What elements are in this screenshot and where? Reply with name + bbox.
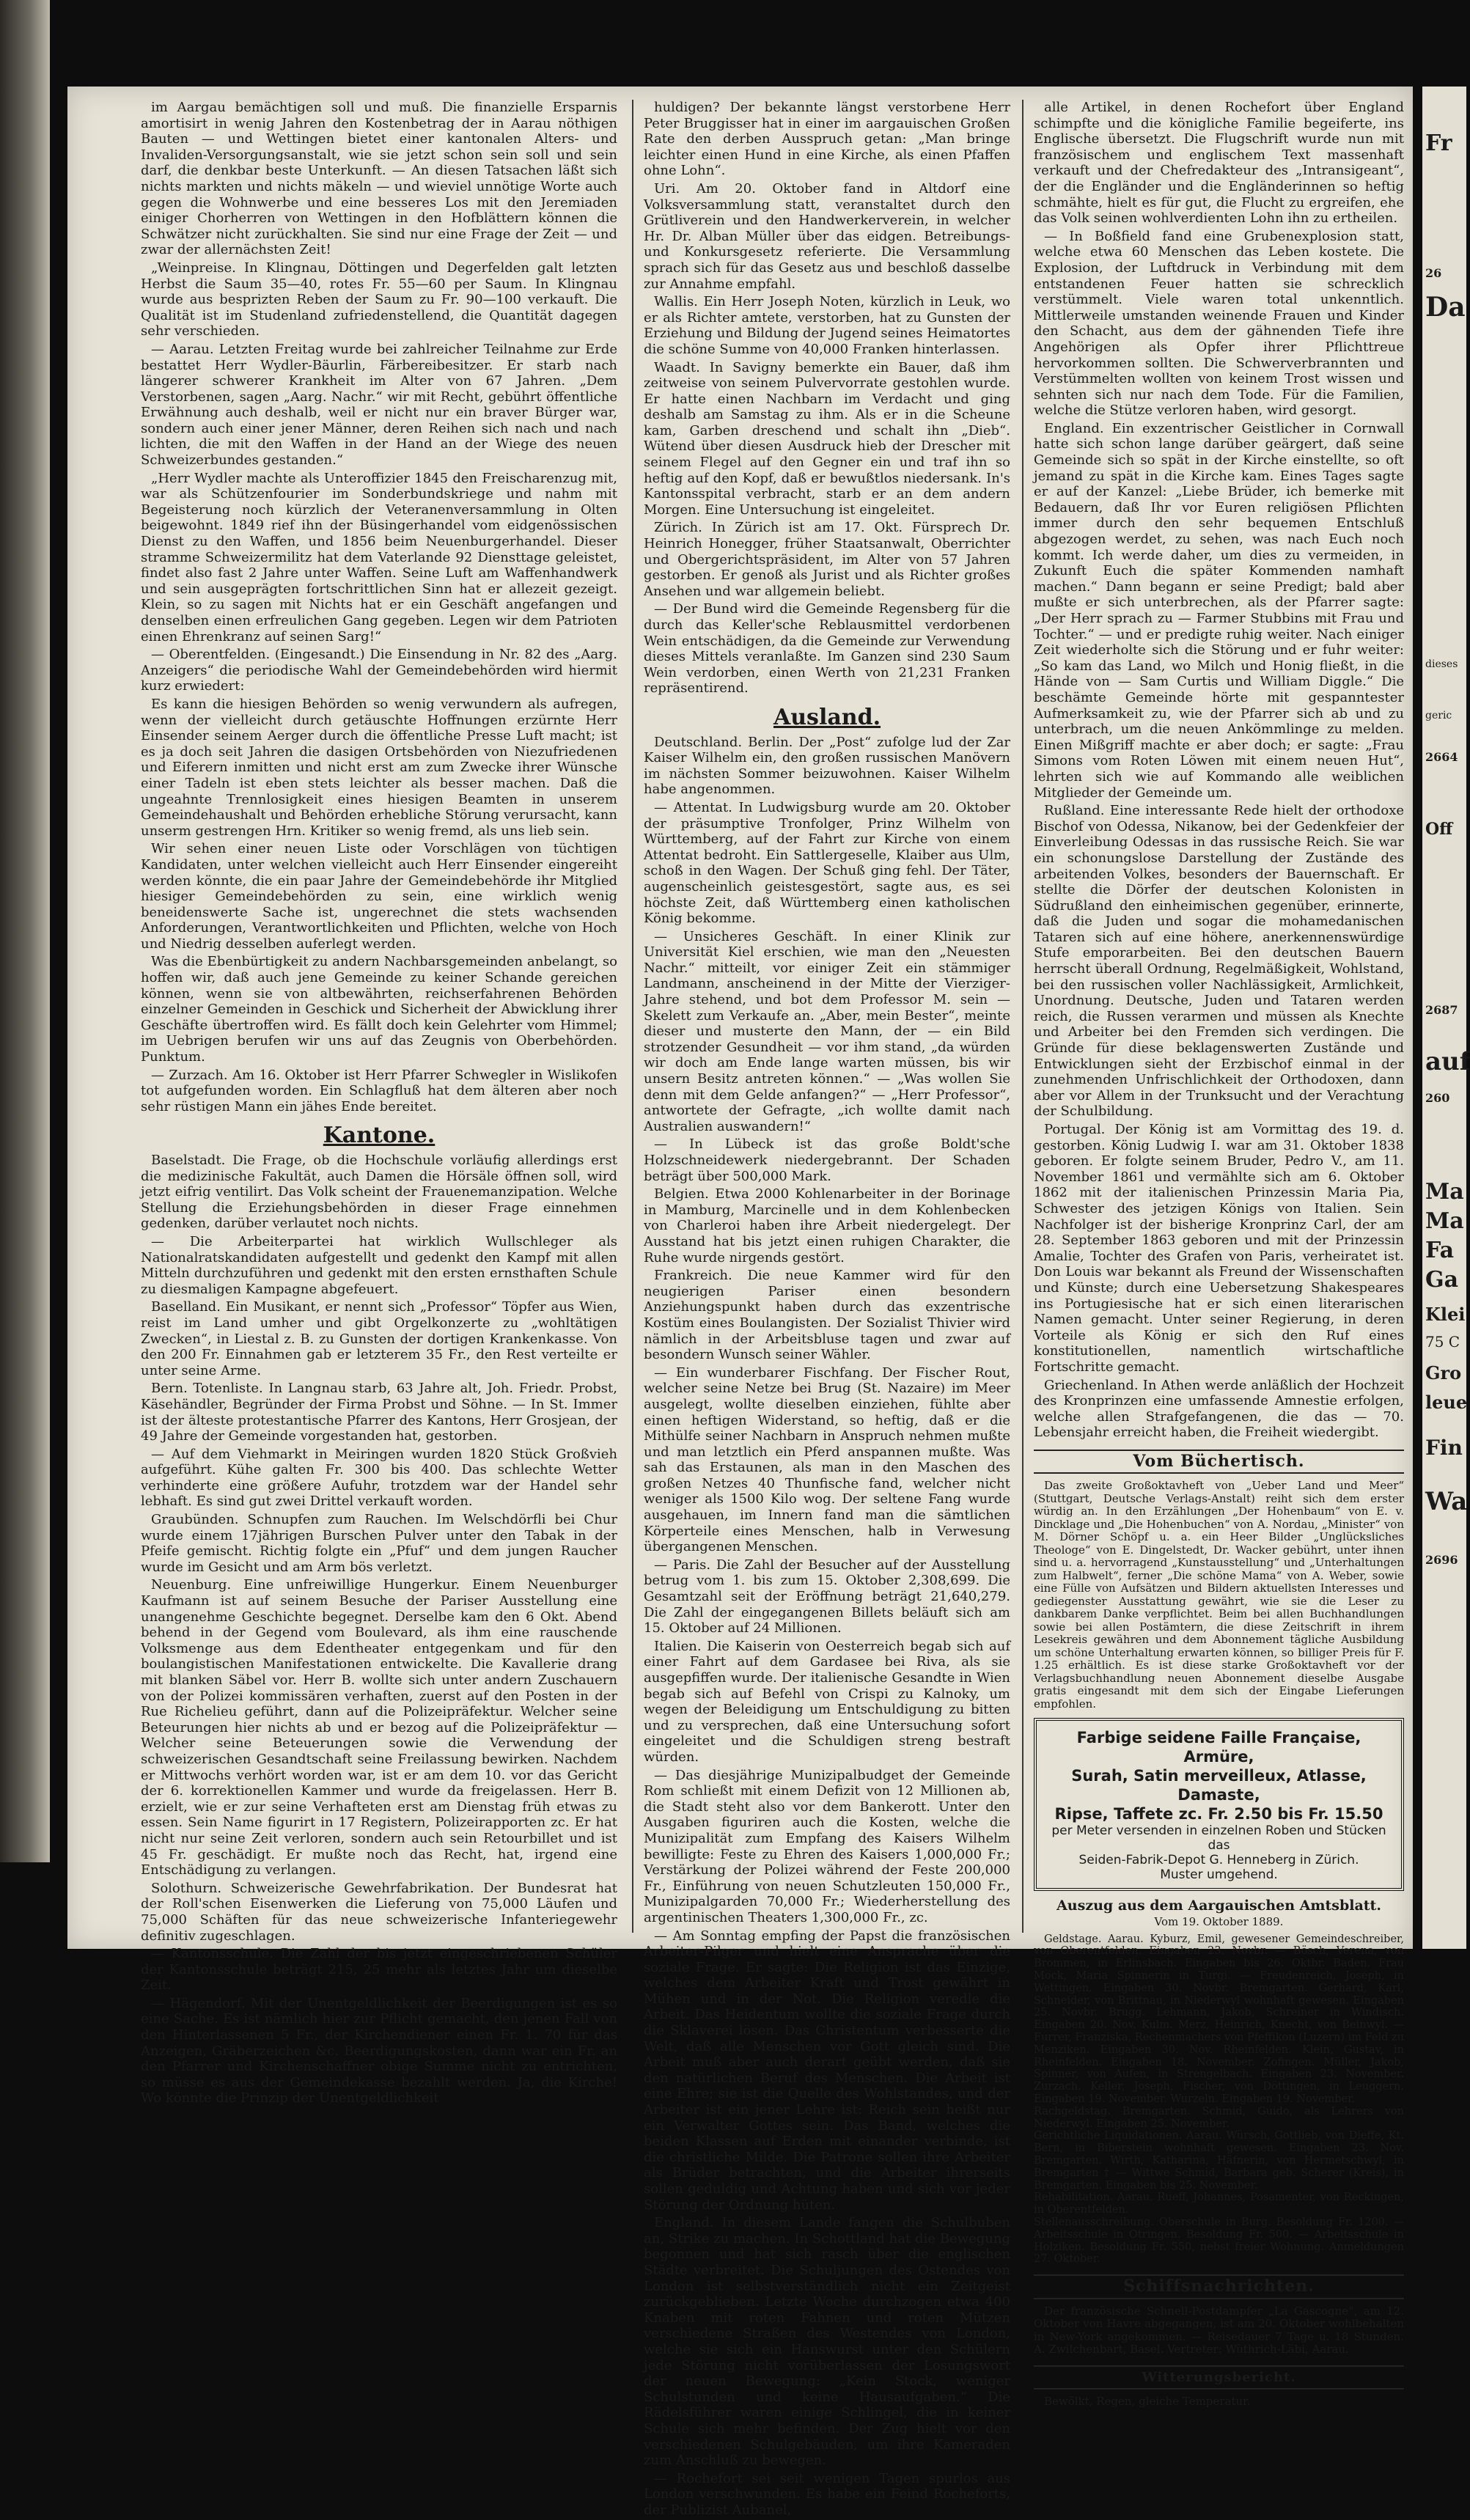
books-heading: Vom Büchertisch. [1034, 1450, 1404, 1474]
article-paragraph: — In Boßfield fand eine Grubenexplosion statt, welche etwa 60 Menschen das Leben kostete. Die Explosion, der Luftdruck in Verbindung mit dem entstandenen Feuer hatten sie schrecklich verstümmelt. Viele waren total unkenntlich. Mittlerweile umstanden weinende Frauen und Kinder den Schacht, aus dem der gähnenden Tiefe ihre Angehörigen als Opfer ihrer Pflichttreue hervorkommen sollten. Die Schwerverbrannten und Verstümmelten wollten von keinem Trost wissen und sehnten sich nur nach dem Tode. Für die Familien, welche die Stütze verloren haben, wird gesorgt. [1034, 228, 1404, 419]
edge-fragment: geric [1425, 710, 1452, 721]
article-paragraph: — Unsicheres Geschäft. In einer Klinik zur Universität Kiel erschien, wie man den „Neuesten Nachr.“ mitteilt, vor einiger Zeit ein stämmiger Landmann, anscheinend in der Mitte der Vierziger-Jahre stehend, und bot dem Professor M. sein — Skelett zum Verkaufe an. „Aber, mein Bester“, meinte dieser und musterte den Mann, der — ein Bild strotzender Gesundheit — vor ihm stand, „da würden wir doch am Ende lange warten müssen, bis wir unsern Besitz antreten können.“ — „Was wollen Sie denn mit dem Gelde anfangen?“ — „Herr Professor“, antwortete der Gefragte, „ich wollte damit nach Australien auswandern!“ [644, 928, 1010, 1134]
article-paragraph: Zürich. In Zürich ist am 17. Okt. Fürsprech Dr. Heinrich Honegger, früher Staatsanwalt, Oberrichter und Obergerichtspräsident, im Alter von 57 Jahren gestorben. Er genoß als Jurist und als Richter großes Ansehen und war allgemein beliebt. [644, 520, 1010, 599]
article-paragraph: — In Lübeck ist das große Boldt'sche Holzschneidewerk niedergebrannt. Der Schaden beträgt über 500,000 Mark. [644, 1136, 1010, 1184]
edge-fragment: 26 [1425, 266, 1442, 280]
amtsblatt-date: Vom 19. Oktober 1889. [1154, 1915, 1284, 1929]
edge-fragment: 2664 [1425, 750, 1458, 764]
article-paragraph: — Oberentfelden. (Eingesandt.) Die Einsendung in Nr. 82 des „Aarg. Anzeigers“ die periodische Wahl der Gemeindebehörden wird hiermit kurz erwiedert: [141, 647, 617, 694]
column-rule [1022, 100, 1024, 1933]
edge-fragment: Off [1425, 820, 1453, 839]
article-paragraph: Rußland. Eine interessante Rede hielt der orthodoxe Bischof von Odessa, Nikanow, bei der Gedenkfeier der Einverleibung Odessas in das russische Reich. Sie war ein schonungslose Darstellung der Zustände des arbeitenden Volkes, besonders der Bauernschaft. Er stellte die Dörfer der deutschen Kolonisten in Südrußland den einheimischen gegenüber, erinnerte, daß die Juden und sogar die mohamedanischen Tataren sich auf eine höhere, anerkennenswürdige Stufe emporarbeiten. Bei den deutschen Bauern herrscht überall Ordnung, Regelmäßigkeit, Wohlstand, bei den russischen voller Nachlässigkeit, Armlichkeit, Unordnung. Deutsche, Juden und Tataren werden reich, die Russen verarmen und müssen als Knechte und Arbeiter bei den Fremden sich verdingen. Die Gründe für diese beklagenswerten Zustände und Entwicklungen sieht der Erzbischof einmal in der zunehmenden Unfrischlichkeit der Orthodoxen, dann aber vor Allem in der Trunksucht und der Verachtung der Schulbildung. [1034, 803, 1404, 1120]
edge-fragment: dieses [1425, 658, 1458, 670]
silk-advertisement [1034, 1718, 1404, 1891]
ad-line: Muster umgehend. [1160, 1867, 1278, 1883]
weather-text: Bewölkt, Regen, gleiche Temperatur. [1044, 2395, 1251, 2409]
article-paragraph: im Aargau bemächtigen soll und muß. Die finanzielle Ersparnis amortisirt in wenig Jahren den Kostenbetrag der in Aarau nöthigen Bauten — und Wettingen bietet einer kantonalen Alters- und Invaliden-Versorgungsanstalt, wie sie jetzt schon sein soll und sein darf, die denkbar beste Unterkunft. — An diesen Tatsachen läßt sich nichts markten und nichts mäkeln — und wieviel unnötige Worte auch gegen die Wohnwerbe und eine besseres Los mit den Jeremiaden einiger Chorherren von Wettingen in den Hofblättern können die Schwätzer nicht zurückhalten. Sie sind nur eine Frage der Zeit — und zwar der allernächsten Zeit! [141, 100, 617, 258]
ad-line: Farbige seidene Faille Française, Armüre, [1076, 1729, 1361, 1766]
ad-line: Surah, Satin merveilleux, Atlasse, Damaste, [1071, 1767, 1367, 1804]
article-paragraph: England. Ein exzentrischer Geistlicher in Cornwall hatte sich schon lange darüber geärgert, daß seine Gemeinde sich so spät in der Kirche einstellte, so oft jemand zu spät in die Kirche kam. Eines Tages sagte er auf der Kanzel: „Liebe Brüder, ich bemerke mit Bedauern, daß Ihr vor Euren religiösen Pflichten immer durch den sehr bequemen Entschluß abgezogen werdet, zu sehen, was nach Euch noch kommt. Ich werde daher, um dies zu vermeiden, in Zukunft Euch die später Kommenden namhaft machen.“ Dann begann er seine Predigt; bald aber mußte er sich unterbrechen, als der Pfarrer sagte: „Der Herr sprach zu — Farmer Stubbins mit Frau und Tochter.“ — und er predigte ruhig weiter. Nach einiger Zeit wiederholte sich die Störung und er fuhr weiter: „So kam das Land, wo Milch und Honig fließt, in die Hände von — Sam Curtis und William Diggle.“ Die beschämte Gemeinde hörte mit gespanntester Aufmerksamkeit zu, wie der Pfarrer sich ab und zu unterbrach, um die neuen Ankömmlinge zu melden. Einen Mißgriff machte er aber doch; er sagte: „Frau Simons vom Roten Löwen mit einem neuen Hut“, lehrten sich wie auf Kommando alle weiblichen Mitglieder der Gemeinde um. [1034, 420, 1404, 801]
article-paragraph: — Das diesjährige Munizipalbudget der Gemeinde Rom schließt mit einem Defizit von 12 Millionen ab, die Stadt steht also vor dem Bankerott. Unter den Ausgaben figuriren auch die Kosten, welche die Munizipalität zum Empfang des Kaisers Wilhelm bewilligte: Feste zu Ehren des Kaisers 1,000,000 Fr.; Verstärkung der Polizei während der Feste 200,000 Fr., Einführung von neuen Schutzleuten 150,000 Fr., Munizipalgarden 70,000 Fr.; Wiederherstellung des argentinischen Theaters 1,300,000 Fr., zc. [644, 1767, 1010, 1925]
article-paragraph: Waadt. In Savigny bemerkte ein Bauer, daß ihm zeitweise von seinem Pulvervorrate gestohlen wurde. Er hatte einen Nachbarn im Verdacht und ging deshalb am Samstag zu ihm. Als er in die Scheune kam, Garben dreschend und schalt ihn „Dieb“. Wütend über diesen Ausdruck hieb der Drescher mit seinem Flegel auf den Gegner ein und traf ihn so heftig auf den Kopf, daß er bewußtlos niedersank. In's Kantonsspital verbracht, starb er an dem andern Morgen. Eine Untersuchung ist eingeleitet. [644, 359, 1010, 518]
article-paragraph: Wallis. Ein Herr Joseph Noten, kürzlich in Leuk, wo er als Richter amtete, verstorben, hat zu Gunsten der Erziehung und Bildung der Jugend seines Heimatortes die schöne Summe von 40,000 Franken hinterlassen. [644, 294, 1010, 357]
ad-line: per Meter versenden in einzelnen Roben und Stücken das [1051, 1823, 1386, 1854]
article-paragraph: Es kann die hiesigen Behörden so wenig verwundern als aufregen, wenn der vielleicht durch getäuschte Hoffnungen erzürnte Herr Einsender seinem Aerger durch die öffentliche Presse Luft macht; ist es ja doch seit Jahren die dasigen Ortsbehörden von Niezufriedenen und Eiferern inmitten und nicht erst am zum Zwecke ihrer Wünsche einer Tadeln ist eben stets leichter als besser machen. Daß die ungeahnte Trennlosigkeit eines hiesigen Beamten in unserem Gemeindehaushalt und Behörden erhebliche Störung verursacht, kann unserm gestrengen Hrn. Kritiker so wenig fremd, als uns lieb sein. [141, 696, 617, 839]
article-paragraph: Frankreich. Die neue Kammer wird für den neugierigen Pariser einen besondern Anziehungspunkt haben durch das exzentrische Kostüm eines Boulangisten. Der Sozialist Thivier wird nämlich in der Arbeitsbluse tagen und zwar auf besondern Wunsch seiner Wähler. [644, 1268, 1010, 1363]
article-paragraph: Belgien. Etwa 2000 Kohlenarbeiter in der Borinage in Mamburg, Marcinelle und in dem Kohlenbecken von Charleroi haben ihre Arbeit niedergelegt. Der Ausstand hat bis jetzt einen ruhigen Charakter, die Ruhe wurde nirgends gestört. [644, 1186, 1010, 1265]
column-1 [141, 100, 617, 2109]
article-paragraph: — Rochefort sei seit wenigen Tagen spurlos aus London verschwunden. Es habe ein Feind Rocheforts, der Publizist Aubanel, [644, 2470, 1010, 2518]
article-paragraph: — Kantonsschule. Die Zahl der bis jetzt eingeschriebenen Schüler der Kantonsschule beträgt 215, 25 mehr als letztes Jahr um dieselbe Zeit. [141, 1946, 617, 1994]
article-paragraph: — Auf dem Viehmarkt in Meiringen wurden 1820 Stück Großvieh aufgeführt. Kühe galten Fr. 300 bis 400. Das schlechte Wetter verhinderte eine größere Aufuhr, trotzdem war der Handel sehr lebhaft. Es sind gut zwei Drittel verkauft worden. [141, 1446, 617, 1510]
article-paragraph: — Der Bund wird die Gemeinde Regensberg für die durch das Keller'sche Reblausmittel verdorbenen Wein entschädigen, da die Gemeinde zur Verwendung dieses Mittels veranlaßte. Im Ganzen sind 230 Saum Wein verdorben, einen Werth von 21,231 Franken repräsentirend. [644, 601, 1010, 697]
newspaper-page [67, 87, 1413, 2518]
article-paragraph: Italien. Die Kaiserin von Oesterreich begab sich auf einer Fahrt auf dem Gardasee bei Riva, als sie ausgepfiffen wurde. Der italienische Gesandte in Wien begab sich auf Befehl von Crispi zu Kalnoky, um wegen der Beleidigung um Entschuldigung zu bitten und zu versprechen, daß eine Untersuchung sofort eingeleitet und die Schuldigen streng bestraft würden. [644, 1638, 1010, 1765]
article-paragraph: — Paris. Die Zahl der Besucher auf der Ausstellung betrug vom 1. bis zum 15. Oktober 2,308,699. Die Gesamtzahl seit der Eröffnung beträgt 21,640,279. Die Zahl der eingegangenen Billets beläuft sich am 15. Oktober auf 24 Millionen. [644, 1557, 1010, 1636]
article-paragraph: Uri. Am 20. Oktober fand in Altdorf eine Volksversammlung statt, veranstaltet durch den Grütliverein und den Handwerkerverein, in welcher Hr. Dr. Alban Müller über das eidgen. Betreibungs- und Konkursgesetz referierte. Die Versammlung sprach sich für das Gesetz aus und beschloß dasselbe zur Annahme empfahl. [644, 180, 1010, 292]
edge-fragment: 260 [1425, 1091, 1450, 1105]
edge-fragment: auf [1425, 1047, 1470, 1076]
article-paragraph: Neuenburg. Eine unfreiwillige Hungerkur. Einem Neuenburger Kaufmann ist auf seinem Besuche der Pariser Ausstellung eine unangenehme Geschichte begegnet. Derselbe kam den 6 Okt. Abend behend in der Gegend vom Boulevard, als ihm eine rauschende Volksmenge aus dem Edentheater entgegenkam und für den boulangistischen Manifestationen entwickelte. Die Kavallerie drang mit blanken Säbel vor. Herr B. wollte sich unter andern Zuschauern von der Polizei kommissären verhaften, zuerst auf den Posten in der Rue Richelieu geführt, dann auf die Polizeipräfektur. Welcher seine Beteurungen hier nichts ab und er bezog auf die Polizeipräfektur — Welcher seine Beteuerungen sowie die Verwendung der schweizerischen Gesandtschaft seine Freilassung bewirken. Nachdem er Mittwochs verhört worden war, ist er am dem 10. vor das Gericht der 6. korrektionellen Kammer und wurde da freigelassen. Herr B. erzielt, wie er zur seine Verhafteten erst am Dienstag früh etwas zu essen. Sein Name figurirt in 17 Registern, Polizeirapporten zc. Er hat nicht nur seine Zeit verloren, sondern auch sein Retourbillet und ist 45 Fr. geschädigt. Er mußte noch das Recht, hat, irgend eine Entschädigung zu verlangen. [141, 1577, 617, 1878]
article-paragraph: — Attentat. In Ludwigsburg wurde am 20. Oktober der präsumptive Tronfolger, Prinz Wilhelm von Württemberg, auf der Fahrt zur Kirche von einem Attentat bedroht. Ein Sattlergeselle, Klaiber aus Ulm, schoß in den Wagen. Der Schuß ging fehl. Der Täter, augenscheinlich geistesgestört, sagte aus, es sei höchste Zeit, daß Württemberg einen katholischen König bekomme. [644, 799, 1010, 927]
edge-fragment: Wa [1425, 1487, 1468, 1516]
amtsblatt-heading: Auszug aus dem Aargauischen Amtsblatt. [1056, 1898, 1381, 1914]
page-binding-shadow [0, 0, 50, 1862]
weather-heading: Witterungsbericht. [1034, 2365, 1404, 2390]
column-rule [632, 100, 633, 1933]
article-paragraph: England. In diesem Lande fangen die Schulbuben an, Strike zu machen. In Schottland hat die Bewegung begonnen und hat sich rasch über die englischen Städte verbreitet. Die Schuljungen des Ostendes von London ist selbstverständlich nicht ein Zeitgeist zurückgeblieben. Letzte Woche durchzogen etwa 400 Knaben mit roten Fahnen und roten Mützen verschiedene Straßen des Westendes von London, welche sie sich ein Hanswurst unter den Schülern jede Störung nicht vorüberlassen der Losungswort der neuen Bewegung: „Kein Stock, weniger Schulstunden und keine Hausaufgaben.“ Die Rädelsführer waren einige Schlingel, die in keiner Schule sich mehr befinden. Der Zug hielt vor den verschiedenen Schulgebäuden, um ihre Kameraden zum Anschluß zu bewegen. [644, 2215, 1010, 2469]
article-paragraph: — Am Sonntag empfing der Papst die französischen Arbeiter-Pilger und hielt eine Ansprache über die soziale Frage. Er sagte: Die Religion ist das Einzige, welches dem Arbeiter Kraft und Trost gewährt in Mühen und in der Not. Die Religion veredle die Arbeit. Das Heidentum wollte die soziale Frage durch die Sklaverei lösen. Das Christentum verbesserte die Welt, daß alle Menschen vor Gott gleich sind. Die Arbeit muß aber auch derart geübt werden, daß sie den natürlichen Beruf des Menschen. Die Arbeit ist eine Ehre; sie ist die Quelle des Wohlstandes, und der Arbeiter ist ein jener Lehre ist: Reich sein heißt nur ein Verwalter Gottes sein. Das Band, welches die beiden Klassen auf Erden mit einander verbinde, ist die christliche Milde. Die Patrone sollen ihre Arbeiter als Brüder betrachten, und die Arbeiter ihrerseits sollen geduldig und Achtung haben und sich vor jeder Störung der Ordnung hüten. [644, 1928, 1010, 2213]
edge-fragment: leue [1425, 1392, 1468, 1413]
article-paragraph: Deutschland. Berlin. Der „Post“ zufolge lud der Zar Kaiser Wilhelm ein, den großen russischen Manövern im nächsten Sommer beizuwohnen. Kaiser Wilhelm habe angenommen. [644, 734, 1010, 798]
adjacent-page-edge [1422, 87, 1470, 1949]
edge-fragment: Da [1425, 292, 1466, 323]
edge-fragment: Fa [1425, 1238, 1455, 1263]
article-paragraph: „Weinpreise. In Klingnau, Döttingen und Degerfelden galt letzten Herbst die Saum 35—40, rotes Fr. 55—60 per Saum. In Klingnau wurde aus besprizten Reben der Saum zu Fr. 90—100 verkauft. Die Qualität ist im Studenland zufriedenstellend, die Quantität dagegen sehr verschieden. [141, 260, 617, 339]
article-paragraph: Griechenland. In Athen werde anläßlich der Hochzeit des Kronprinzen eine umfassende Amnestie erfolgen, welche allen Strafgefangenen, die das — 70. Lebensjahr erreicht haben, die Freiheit wiedergibt. [1034, 1377, 1404, 1441]
article-paragraph: — Zurzach. Am 16. Oktober ist Herr Pfarrer Schwegler in Wislikofen tot aufgefunden worden. Ein Schlagfluß hat dem älteren aber noch sehr rüstigen Mann ein jähes Ende bereitet. [141, 1067, 617, 1114]
shipping-heading: Schiffsnachrichten. [1034, 2274, 1404, 2299]
column-2 [644, 100, 1010, 2520]
edge-fragment: 2696 [1425, 1553, 1458, 1567]
edge-fragment: Gro [1425, 1362, 1462, 1384]
article-paragraph: Was die Ebenbürtigkeit zu andern Nachbarsgemeinden anbelangt, so hoffen wir, daß auch jene Gemeinde zu keiner Schande gereichen können, wenn sie von altbewährten, reichserfahrenen Behörden einzelner Gemeinden in Geschick und Sicherheit der Abwicklung ihrer Geschäfte übertroffen wird. Es fällt doch kein Gelehrter vom Himmel; im Uebrigen berufen wir uns auf das Zeugnis von Oberbehörden. Punktum. [141, 954, 617, 1065]
edge-fragment: Ga [1425, 1267, 1459, 1293]
edge-fragment: Fr [1425, 131, 1452, 156]
column-3 [1034, 100, 1404, 2411]
article-paragraph: Bern. Totenliste. In Langnau starb, 63 Jahre alt, Joh. Friedr. Probst, Käsehändler, Begründer der Firma Probst und Söhne. — In St. Immer ist der älteste protestantische Pfarrer des Kantons, Herr Grosjean, der 49 Jahre der Gemeinde vorgestanden hat, gestorben. [141, 1381, 617, 1444]
article-paragraph: „Herr Wydler machte als Unteroffizier 1845 den Freischarenzug mit, war als Schützenfourier im Sonderbundskriege und nahm mit Begeisterung noch kürzlich der Veteranenversammlung in Olten beigewohnt. 1849 rief ihn der Büsingerhandel vom eidgenössischen Dienst zu den Waffen, und 1856 beim Neuenburgerhandel. Dieser stramme Schweizermilitz hat dem Vaterlande 92 Diensttage geleistet, findet also fast 2 Jahre unter Waffen. Seine Luft am Waffenhandwerk und sein ausgeprägten fortschrittlichen Sinn hat er allezeit gezeigt. Klein, so zu sagen mit Nichts hat er ein Geschäft angefangen und denselben einen erfreulichen Gang gegeben. Legen wir dem Patrioten einen Ehrenkranz auf seinen Sarg!“ [141, 470, 617, 644]
edge-fragment: 75 C [1425, 1333, 1460, 1351]
section-heading-kantone: Kantone. [323, 1123, 436, 1149]
section-heading-ausland: Ausland. [773, 704, 881, 730]
article-paragraph: — Hägendorf. Mit der Unentgeldlichkeit der Beerdigungen ist es so eine Sache. Es ist nämlich hier zur Pflicht gemacht, den jenen Fall von den Hinterlassenen 5 Fr., der Kirchendiener einen Fr. 1. 70 für das Anzeigen, Gräberzeichen &c. Beerdigungskosten, dann war ein Fr. an den Pfarrer und Kirchenschaffner obige Summe nicht zu entrichten, so müsse es aus der Gemeindekasse bezahlt werden. Ja, die Kirche! Wo könnte die Prinzip der Unentgeldlichkeit [141, 1995, 617, 2106]
edge-fragment: 2687 [1425, 1003, 1458, 1017]
article-paragraph: — Die Arbeiterpartei hat wirklich Wullschleger als Nationalratskandidaten aufgestellt und gedenkt den Kampf mit allen Mitteln durchzuführen und gedenkt mit den ersten ernsthaften Schule zu diesmaligen Kampagne abgefeuert. [141, 1233, 617, 1297]
article-paragraph: Graubünden. Schnupfen zum Rauchen. Im Welschdörfli bei Chur wurde einem 17jährigen Burschen Pulver unter den Tabak in der Pfeife gemischt. Richtig folgte ein „Pfuf“ und dem jungen Raucher wurde im Gesicht und am Arm bös verletzt. [141, 1512, 617, 1575]
ad-line: Seiden-Fabrik-Depot G. Henneberg in Zürich. [1078, 1853, 1359, 1868]
edge-fragment: Ma [1425, 1179, 1464, 1205]
article-paragraph: Baselland. Ein Musikant, er nennt sich „Professor“ Töpfer aus Wien, reist im Land umher und gibt Orgelkonzerte zu „wohltätigen Zwecken“, in Liestal z. B. zu Gunsten der dortigen Krankenkasse. Von den 200 Fr. Einnahmen gab er letzterem 35 Fr., den Rest verteilte er unter seine Arme. [141, 1299, 617, 1378]
edge-fragment: Ma [1425, 1208, 1464, 1234]
article-paragraph: Solothurn. Schweizerische Gewehrfabrikation. Der Bundesrat hat der Roll'schen Eisenwerken die Lieferung von 75,000 Läufen und 75,000 Schäften für das neue schweizerische Infanteriegewehr definitiv zugeschlagen. [141, 1880, 617, 1944]
books-notice: Das zweite Großoktavheft von „Ueber Land und Meer“ (Stuttgart, Deutsche Verlags-Anstalt) reiht sich dem erster würdig an. In den Erzählungen „Der Hohenbaum“ von E. v. Dincklage und „Die Hohenbuchen“ von A. Nordau, „Minister“ von M. Dörner Schöpf u. a. ein Heer Bilder „Unglücksliches Theologe“ von E. Dingelstedt, Dr. Wacker gebührt, unter ihnen sind u. a. hervorragend „Kunstausstellung“ und „Unterhaltungen zum Halbwelt“, ferner „Die schöne Mama“ von A. Weber, sowie eine Fülle von Aufsätzen und Bildern aktuellsten Interesses und gediegenster Ausstattung gewährt, wie sie die Leser zu dankbarem Danke verpflichtet. Beim bei allen Buchhandlungen sowie bei allen Postämtern, die diese Zeitschrift in ihrem Lesekreis gewähren und dem Abonnement tägliche Ausbildung um schöne Unterhaltung erwarten können, so billiger Preis für F. 1.25 erhältlich. Es ist diese starke Großoktavheft vor der Verlagsbuchhandlung neuen Abonnement dieselbe Ausgabe gratis eingesandt mit dem sich der Eingabe Lieferungen empfohlen. [1034, 1479, 1404, 1711]
edge-fragment: Klei [1425, 1304, 1466, 1325]
article-paragraph: Portugal. Der König ist am Vormittag des 19. d. gestorben. König Ludwig I. war am 31. Oktober 1838 geboren. Er folgte seinem Bruder, Pedro V., am 11. November 1861 und vermählte sich am 6. Oktober 1862 mit der italienischen Prinzessin Maria Pia, Schwester des jetzigen Königs von Italien. Sein Nachfolger ist der bisherige Kronprinz Carl, der am 28. September 1863 geboren und mit der Prinzessin Amalie, Tochter des Grafen von Paris, verheiratet ist. Don Louis war bekannt als Freund der Wissenschaften und Künste; durch eine Uebersetzung Shakespeares ins Portugiesische hat er sich einen literarischen Namen gemacht. Unter seiner Regierung, in deren Vorteile als König er sich den Ruf eines konstitutionellen, namentlich wirtschaftliche Fortschritte gemacht. [1034, 1122, 1404, 1375]
article-paragraph: — Aarau. Letzten Freitag wurde bei zahlreicher Teilnahme zur Erde bestattet Herr Wydler-Bäurlin, Färbereibesitzer. Er starb nach längerer schwerer Krankheit im Alter von 67 Jahren. „Dem Verstorbenen, sagen „Aarg. Nachr.“ wir mit Recht, gebührt öffentliche Erwähnung auch deshalb, weil er nicht nur ein braver Bürger war, sondern auch einer jener Männer, deren Reihen sich nach und nach lichten, die mit den Waffen in der Hand an der Wiege des neuen Schweizerbundes gestanden.“ [141, 341, 617, 469]
ad-line: Ripse, Taffete zc. Fr. 2.50 bis Fr. 15.50 [1054, 1805, 1383, 1823]
amtsblatt-text: Geldstage. Aarau. Kyburz, Emil, gewesener Gemeindeschreiber, von Oberentfelden. Eingaben 23. Novbr. — Bösch, Verena, von Brommen, in Erlinsbach. Eingaben bis 26. Oktbr. Baden. Frau Mock, Maria Spinnerin in Turgi. — Freudenreich, Joseph, in Wettingen. Eingaben 30. Novbr. Bremgarten. Gerhard, Karl, Schneider, von Brittnau, in Niederwyl wohnhaft gewesen. Eingaben 25. Novbr. Brugg. Lehmann, Jakob, Schreiner in Windisch. Eingaben 20. Nov. Kulm. Merz, Heinrich, Knecht, von Beinwyl. — Furrer, Franziska, Rechenmachers von Pfeffikon (Luzern) im Feld zu Menziken. Eingaben 30. Nov. Rheinfelden. Klein, Gustav, in Rheinfelden. Eingaben 18. November. Zofingen. Müller, Jakob, Spinner, von Aufen, in Strengelbach. Eingaben 23. November. Zurzach. Keller, Joseph, Fischer, von Döttingen, in Leuggern. Eingaben 19. November. Wurzeln. Eingaben 19. November. Rachgeldstag. Bremgarten. Schmid, Guido, als Lehrers von Niederwyl. Eingaben 25. November. Gerichtliche Liquidationen. Aarau. Würsch, Gottlieb, von Dieffe, Kt. Bern, in Biberstein wohnhaft gewesen. Eingaben 23. Nov. Bremgarten. Wirth, Katharina, Häfnerin, von Hermetschwyl, in Bremgarten † — Wittwe Schmid, Barbara geb. Scherer (Kreis), in Bremgarten. Eingaben bis 25. November. Rehabilitation. Aarau. Rueff, Johannes, Posamenter, von Reckingen, in Oberentfelden. Stellenausschreibung. Oberschule in Burg. Besoldung Fr. 1200. — Arbeitsschule in Otringen. Besoldung Fr. 500. — Arbeitsschule in Holziken. Besoldung Fr. 550, nebst freier Wohnung. Anmeldungen 27. Oktober. [1034, 1933, 1404, 2266]
article-paragraph: Baselstadt. Die Frage, ob die Hochschule vorläufig allerdings erst die medizinische Fakultät, auch Damen die Hörsäle öffnen soll, wird jetzt eifrig ventilirt. Das Volk scheint der Frauenemanzipation. Welche Stellung die Erziehungsbehörden in dieser Frage einnehmen gedenken, darüber verlautet noch nichts. [141, 1153, 617, 1232]
edge-fragment: Fin [1425, 1436, 1463, 1460]
article-paragraph: alle Artikel, in denen Rochefort über England schimpfte und die königliche Familie begeiferte, ins Englische übersetzt. Die Flugschrift wurde nun mit französischem und englischem Text massenhaft verkauft und der Chefredakteur des „Intransigeant“, der die Engländer und die Engländerinnen so heftig schmähte, hielt es für gut, die Flucht zu ergreifen, ehe das Volk seinen wohlverdienten Lohn ihn zu ertheilen. [1034, 100, 1404, 227]
article-paragraph: huldigen? Der bekannte längst verstorbene Herr Peter Bruggisser hat in einer im aargauischen Großen Rate den derben Ausspruch getan: „Man bringe leichter einen Hund in eine Kirche, als einen Pfaffen ohne Lohn“. [644, 100, 1010, 179]
shipping-text: Der französische Schnell-Postdampfer „La Gascogne“, am 12. Oktober von Havre abgegangen, ist am 20. Oktober wohlbehalten in New-York angekommen. — Reisedauer 7 Tage u. 18 Stunden. A. Zwilchenbart, Basel. Vertreter: Wüthrich-Läbi, Aarau. [1034, 2304, 1404, 2356]
article-paragraph: — Ein wunderbarer Fischfang. Der Fischer Rout, welcher seine Netze bei Brug (St. Nazaire) im Meer ausgelegt, wollte dieselben einziehen, fühlte aber einen heftigen Widerstand, so heftig, daß er die Mithülfe seiner Nachbarn in Anspruch nehmen mußte und man letztlich ein Pferd anspannen mußte. Was sah das Erstaunen, als man in den Maschen des großen Netzes 40 Thunfische fand, welcher nicht weniger als 1500 Kilo wog. Der seltene Fang wurde ausgehauen, im Innern fand man die sämtlichen Körperteile eines Menschen, halb in Verwesung übergangenen Menschen. [644, 1364, 1010, 1555]
article-paragraph: Wir sehen einer neuen Liste oder Vorschlägen von tüchtigen Kandidaten, unter welchen vielleicht auch Herr Einsender eingereiht werden könnte, die ein paar Jahre der Gemeindebehörde ihr Mitglied hiesiger Gemeindebehörden zu sein, eine wirklich wenig beneidenswerte Sache ist, ungerechnet die stets wachsenden Anforderungen, Verantwortlichkeiten und Pflichten, welche von Hoch und Niedrig desselben auferlegt werden. [141, 841, 617, 952]
